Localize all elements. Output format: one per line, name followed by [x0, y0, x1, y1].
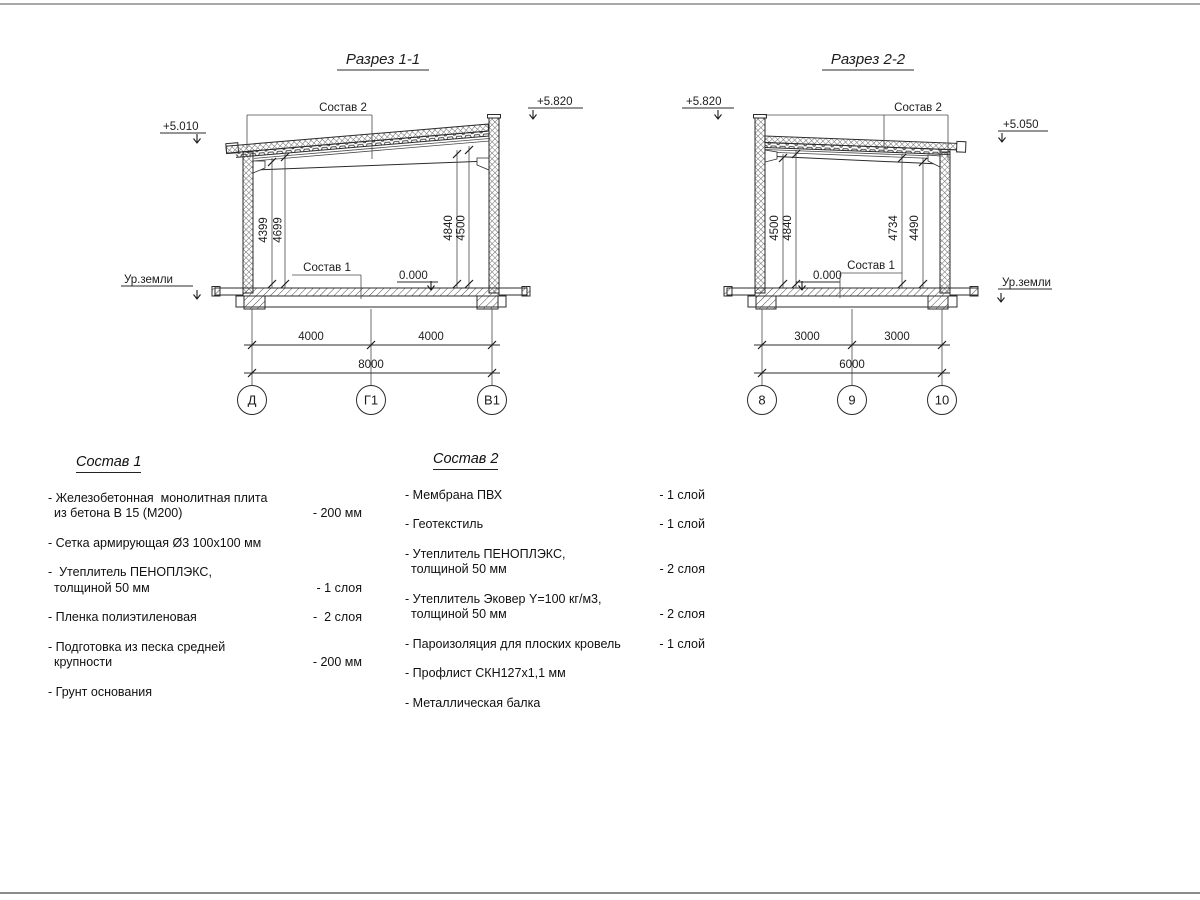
dim-span-1: 3000: [794, 331, 820, 343]
dim-total: 6000: [839, 359, 865, 371]
list-item: - Пароизоляция для плоских кровель - 1 слой: [405, 636, 705, 651]
section-2-marks: [682, 96, 1052, 302]
list-item: - Грунт основания: [48, 684, 153, 699]
section-1-1: [121, 51, 583, 415]
composition-1-title: Состав 1: [76, 455, 141, 473]
dim-span-2: 3000: [884, 331, 910, 343]
list-item: - Профлист СКН127х1,1 мм: [405, 666, 566, 680]
list-item: - Утеплитель ПЕНОПЛЭКС, толщиной 50 мм - 1 слоя: [48, 565, 362, 595]
dim-height-2: 4699: [272, 217, 285, 243]
section-1-height-dimensions: [258, 146, 473, 288]
section-1-span-dimensions: [238, 309, 507, 415]
list-item: - Геотекстиль - 1 слой: [405, 517, 705, 531]
list-item: - Мембрана ПВХ - 1 слой: [405, 487, 705, 502]
zero-level-label: 0.000: [399, 270, 428, 282]
section-1-marks: [121, 96, 583, 299]
list-item: - Утеплитель ПЕНОПЛЭКС, толщиной 50 мм - 2 слоя: [405, 546, 705, 576]
zero-level-label: 0.000: [813, 270, 842, 282]
axis-bubble-2: 9: [848, 392, 856, 408]
list-item: - Железобетонная монолитная плита из бетона В 15 (М200) - 200 мм: [48, 490, 362, 520]
floor-composition-callout: Состав 1: [303, 262, 351, 274]
dim-height-4: 4500: [455, 215, 468, 241]
roof-composition-callout: Состав 2: [894, 102, 942, 114]
floor-composition-callout: Состав 1: [847, 260, 895, 272]
dim-span-1: 4000: [298, 331, 324, 343]
dim-height-1: 4399: [258, 217, 270, 243]
elevation-right-label: +5.050: [1003, 119, 1039, 131]
dim-span-2: 4000: [418, 331, 444, 343]
section-2-2: [682, 51, 1052, 415]
composition-list-1: [48, 455, 362, 714]
axis-bubble-3: В1: [484, 392, 500, 408]
section-1-structure: [212, 115, 530, 310]
composition-list-2: [405, 452, 705, 725]
axis-bubble-3: 10: [934, 392, 950, 408]
dim-height-1: 4500: [769, 215, 781, 241]
list-item: - Утеплитель Эковер Y=100 кг/м3, толщиной 50 мм - 2 слоя: [405, 591, 705, 621]
elevation-left-label: +5.010: [163, 121, 199, 133]
section-2-span-dimensions: [748, 309, 957, 415]
dim-height-4: 4490: [909, 215, 921, 241]
section-1-title: Разрез 1-1: [345, 51, 421, 68]
axis-bubble-1: 8: [758, 392, 766, 408]
roof-composition-callout: Состав 2: [319, 102, 367, 114]
list-item: - Сетка армирующая Ø3 100x100 мм: [48, 535, 262, 550]
axis-bubble-1: Д: [247, 392, 257, 408]
elevation-left-label: +5.820: [686, 96, 722, 108]
section-2-structure: [724, 115, 978, 310]
section-2-title: Разрез 2-2: [830, 51, 906, 68]
dim-height-2: 4840: [782, 215, 794, 241]
dim-height-3: 4840: [443, 215, 455, 241]
list-item: - Подготовка из песка средней крупности - 200 мм: [48, 639, 362, 669]
composition-2-title: Состав 2: [433, 452, 498, 470]
axis-bubble-2: Г1: [363, 392, 379, 408]
list-item: - Пленка полиэтиленовая - 2 слоя: [48, 610, 362, 624]
dim-height-3: 4734: [888, 215, 900, 241]
elevation-right-label: +5.820: [537, 96, 573, 108]
ground-level-label: Ур.земли: [124, 274, 173, 286]
list-item: - Металлическая балка: [405, 695, 541, 710]
dim-total: 8000: [358, 359, 384, 371]
ground-level-label: Ур.земли: [1002, 277, 1051, 289]
